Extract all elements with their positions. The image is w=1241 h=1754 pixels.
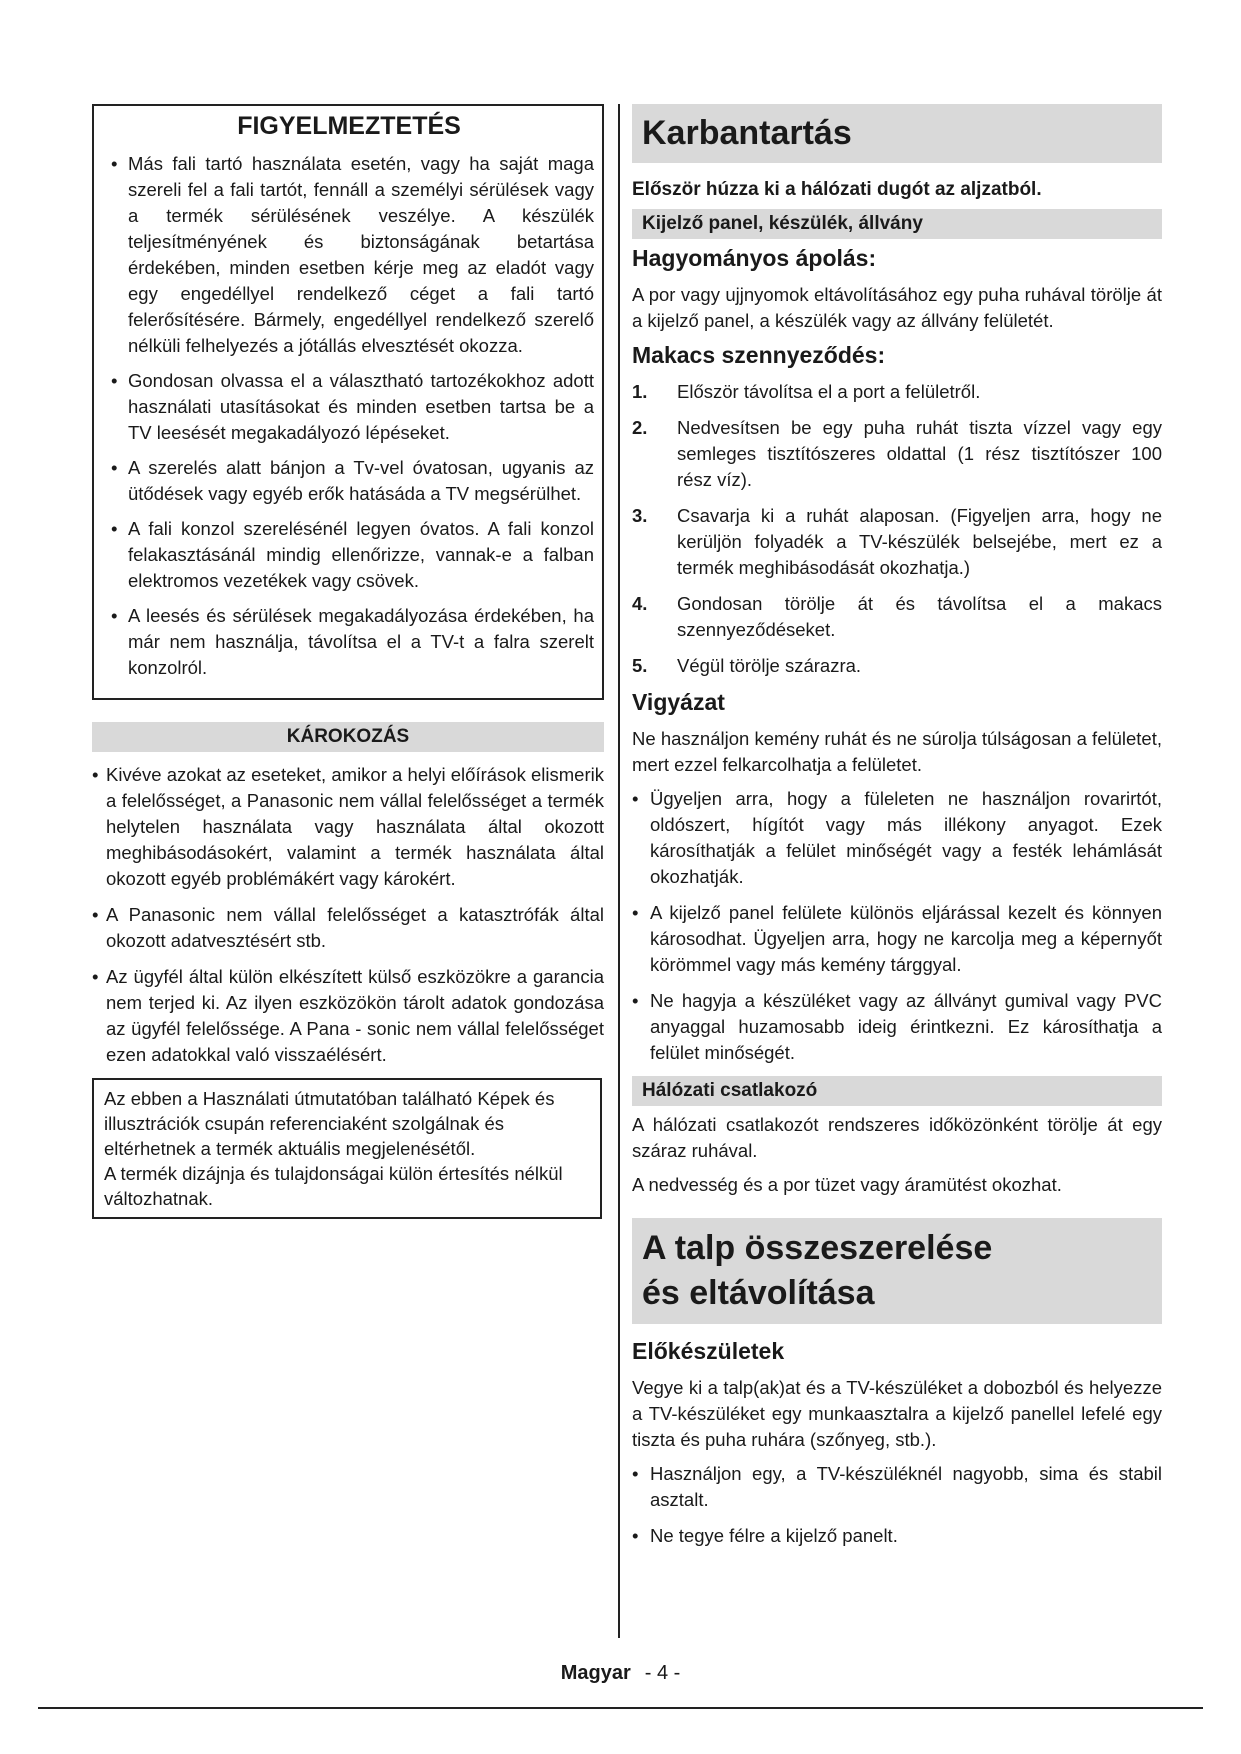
damage-item: • Kivéve azokat az eseteket, amikor a helyi előírások elismerik a felelősséget, a Panasonic nem vállal felelősséget a termék helytelen használata vagy használata által okozott meghibásodásokért, valamint a termék használata által okozott egyéb problémákért vagy károkért. <box>92 762 604 892</box>
notice-line-1: Az ebben a Használati útmutatóban található Képek és illusztrációk csupán referenciaként szolgálnak és eltérhetnek a termék aktuális megjelenésétől. <box>104 1088 555 1159</box>
stand-title <box>632 1218 1162 1324</box>
damage-title: KÁROKOZÁS <box>92 722 604 752</box>
section-bar-display: Kijelző panel, készülék, állvány <box>632 209 1162 239</box>
damage-item: • Az ügyfél által külön elkészített külső eszközökre a garancia nem terjed ki. Az ilyen eszközökön tárolt adatok gondozása az ügyfél felelőssége. A Pana - sonic nem vállal felelősséget ezen adatokkal való visszaélésért. <box>92 964 604 1068</box>
step-number: 5. <box>632 655 648 676</box>
preparation-item: • Használjon egy, a TV-készüléknél nagyobb, sima és stabil asztalt. <box>632 1461 1162 1513</box>
page-number: - 4 - <box>644 1662 681 1684</box>
step-number: 2. <box>632 417 648 438</box>
caution-item: • Ügyeljen arra, hogy a füleleten ne használjon rovarirtót, oldószert, hígítót vagy más illékony anyagot. Ezek károsíthatják a felület minőségét vagy a festék lehámlását okozhatják. <box>632 786 1162 890</box>
cleaning-step <box>632 415 1162 493</box>
maintenance-lead: Először húzza ki a hálózati dugót az aljzatból. <box>632 179 1042 200</box>
stand-title-line-1: A talp összeszerelése <box>642 1229 993 1267</box>
section-bar-plug: Hálózati csatlakozó <box>632 1076 1162 1106</box>
page-footer <box>0 1662 1241 1685</box>
notice-line-2: A termék dizájnja és tulajdonságai külön értesítés nélkül változhatnak. <box>104 1163 563 1209</box>
warning-item: • A szerelés alatt bánjon a Tv-vel óvatosan, ugyanis az ütődések vagy egyéb erők hatásáda a TV megsérülhet. <box>104 455 594 507</box>
preparation-text: Vegye ki a talp(ak)at és a TV-készüléket a dobozból és helyezze a TV-készüléket egy munkaasztalra a kijelző panellel lefelé egy tiszta és puha ruhára (szőnyeg, stb.). <box>632 1377 1162 1450</box>
warning-item: • A fali konzol szerelésénél legyen óvatos. A fali konzol felakasztásánál mindig ellenőrizze, vannak-e a falban elektromos vezetékek vagy csövek. <box>104 516 594 594</box>
cleaning-step <box>632 503 1162 581</box>
step-text: Gondosan törölje át és távolítsa el a makacs szennyeződéseket. <box>677 593 1162 640</box>
right-column <box>632 104 1162 1559</box>
routine-care-text: A por vagy ujjnyomok eltávolításához egy puha ruhával törölje át a kijelző panel, a készülék vagy az állvány felületét. <box>632 284 1162 331</box>
footer-language: Magyar <box>560 1662 631 1684</box>
footer-rule <box>38 1707 1203 1709</box>
warning-item: • A leesés és sérülések megakadályozása érdekében, ha már nem használja, távolítsa el a TV-t a falra szerelt konzolról. <box>104 603 594 681</box>
cleaning-step <box>632 653 1162 679</box>
plug-warning-text: A nedvesség és a por tüzet vagy áramütést okozhat. <box>632 1174 1062 1195</box>
subheading-preparation: Előkészületek <box>632 1338 785 1364</box>
subheading-stubborn-dirt: Makacs szennyeződés: <box>632 342 886 368</box>
damage-item: • A Panasonic nem vállal felelősséget a katasztrófák által okozott adatvesztésért stb. <box>92 902 604 954</box>
column-divider <box>618 104 620 1638</box>
warning-title: FIGYELMEZTETÉS <box>237 112 461 140</box>
damage-list <box>92 762 604 1068</box>
cleaning-steps <box>632 379 1162 679</box>
preparation-item: • Ne tegye félre a kijelző panelt. <box>632 1523 1162 1549</box>
cleaning-step <box>632 591 1162 643</box>
stand-title-line-2: és eltávolítása <box>642 1274 875 1312</box>
step-number: 1. <box>632 381 648 402</box>
step-text: Nedvesítsen be egy puha ruhát tiszta vízzel vagy egy semleges tisztítószeres oldattal (1 rész tisztítószer 100 rész víz). <box>677 417 1162 490</box>
caution-list <box>632 786 1162 1066</box>
caution-text: Ne használjon kemény ruhát és ne súrolja túlságosan a felületet, mert ezzel felkarcolhatja a felületet. <box>632 728 1162 775</box>
step-text: Először távolítsa el a port a felületről. <box>677 381 981 402</box>
caution-item: • A kijelző panel felülete különös eljárással kezelt és könnyen károsodhat. Ügyeljen arra, hogy ne karcolja meg a képernyőt körömmel vagy más kemény tárggyal. <box>632 900 1162 978</box>
step-number: 4. <box>632 593 648 614</box>
cleaning-step <box>632 379 1162 405</box>
warning-list <box>104 151 594 681</box>
notice-box <box>92 1078 602 1219</box>
maintenance-title: Karbantartás <box>632 104 1162 163</box>
plug-text: A hálózati csatlakozót rendszeres időközönként törölje át egy száraz ruhával. <box>632 1114 1162 1161</box>
subheading-routine-care: Hagyományos ápolás: <box>632 245 877 271</box>
step-text: Végül törölje szárazra. <box>677 655 862 676</box>
preparation-list <box>632 1461 1162 1549</box>
warning-item: • Más fali tartó használata esetén, vagy ha saját maga szereli fel a fali tartót, fennáll a személyi sérülések vagy a termék sérülésének veszélye. A készülék teljesítményének és biztonságának betartása érdekében, minden esetben kérje meg az eladót vagy egy engedéllyel rendelkező céget a fali tartó felerősítésére. Bármely, engedéllyel rendelkező szerelő nélküli felhelyezés a jótállás elvesztését okozza. <box>104 151 594 359</box>
step-text: Csavarja ki a ruhát alaposan. (Figyeljen arra, hogy ne kerüljön folyadék a TV-készülék belsejébe, mert ez a termék meghibásodását okozhatja.) <box>677 505 1162 578</box>
warning-item: • Gondosan olvassa el a választható tartozékokhoz adott használati utasításokat és minden esetben tartsa be a TV leesését megakadályozó lépéseket. <box>104 368 594 446</box>
subheading-caution: Vigyázat <box>632 689 725 715</box>
warning-box <box>92 104 604 700</box>
left-column <box>92 104 604 1219</box>
step-number: 3. <box>632 505 648 526</box>
caution-item: • Ne hagyja a készüléket vagy az állványt gumival vagy PVC anyaggal huzamosabb ideig érintkezni. Ez károsíthatja a felület minőségét. <box>632 988 1162 1066</box>
